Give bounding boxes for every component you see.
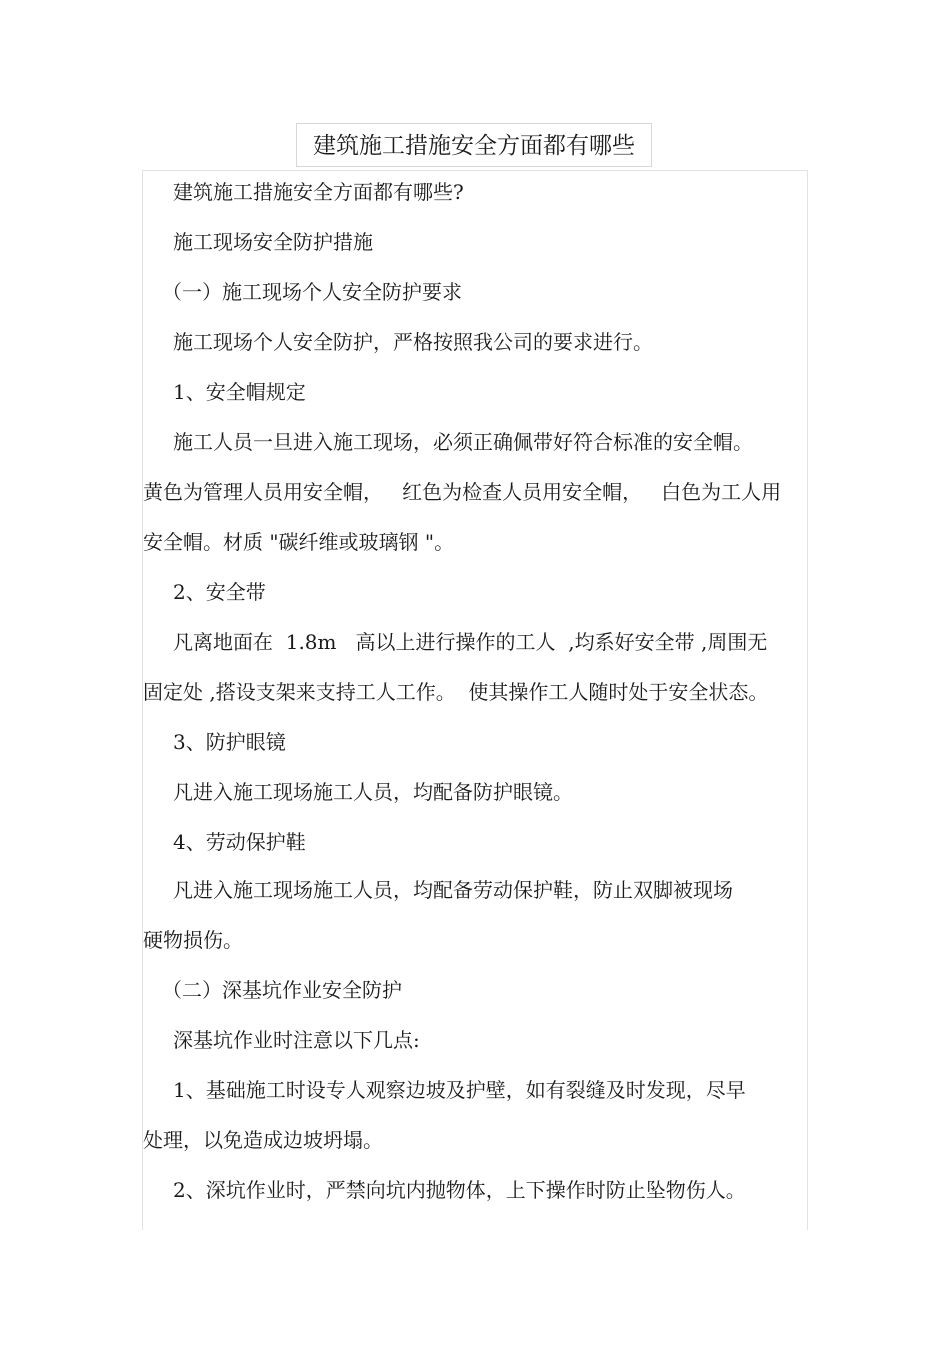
item-heading: 2、安全带 <box>173 580 266 604</box>
subsection-heading: （二）深基坑作业安全防护 <box>162 978 402 1002</box>
body-line: 建筑施工措施安全方面都有哪些? <box>173 180 464 204</box>
section-heading: 施工现场安全防护措施 <box>173 230 373 254</box>
item-heading: 4、劳动保护鞋 <box>173 830 306 854</box>
body-line: 安全帽。材质 "碳纤维或玻璃钢 "。 <box>143 530 455 554</box>
body-line: 凡离地面在 1.8m 高以上进行操作的工人 ,均系好安全带 ,周围无 <box>173 630 768 654</box>
body-line: 2、深坑作业时，严禁向坑内抛物体，上下操作时防止坠物伤人。 <box>173 1178 746 1202</box>
subsection-heading: （一）施工现场个人安全防护要求 <box>162 280 462 304</box>
body-line: 黄色为管理人员用安全帽， 红色为检查人员用安全帽， 白色为工人用 <box>143 480 782 504</box>
body-line: 1、基础施工时设专人观察边坡及护壁，如有裂缝及时发现，尽早 <box>173 1078 746 1102</box>
body-line: 深基坑作业时注意以下几点: <box>173 1028 420 1052</box>
item-heading: 3、防护眼镜 <box>173 730 286 754</box>
body-line: 固定处 ,搭设支架来支持工人工作。 使其操作工人随时处于安全状态。 <box>143 680 769 704</box>
body-line: 硬物损伤。 <box>143 928 243 952</box>
document-title: 建筑施工措施安全方面都有哪些 <box>296 123 652 167</box>
body-line: 凡进入施工现场施工人员，均配备劳动保护鞋，防止双脚被现场 <box>173 878 733 902</box>
body-line: 施工现场个人安全防护，严格按照我公司的要求进行。 <box>173 330 653 354</box>
body-line: 施工人员一旦进入施工现场，必须正确佩带好符合标准的安全帽。 <box>173 430 753 454</box>
item-heading: 1、安全帽规定 <box>173 380 306 404</box>
body-line: 凡进入施工现场施工人员，均配备防护眼镜。 <box>173 780 573 804</box>
body-line: 处理，以免造成边坡坍塌。 <box>143 1128 383 1152</box>
